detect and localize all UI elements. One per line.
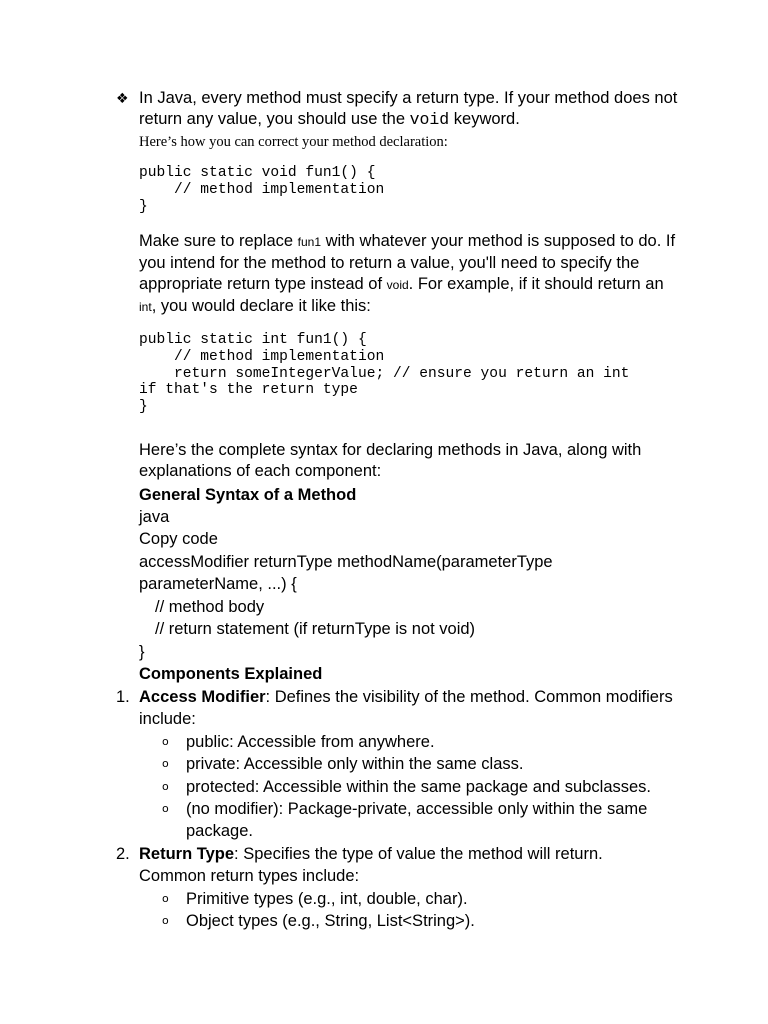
sub-bullet-icon: o (162, 892, 169, 905)
code-language-label: java (139, 508, 170, 526)
intro-text-b: keyword. (449, 110, 520, 128)
sub-item-no-modifier-cont: package. (186, 822, 253, 840)
list-number-2: 2. (116, 845, 130, 863)
intro-text-a: In Java, every method must specify a return type. If your method does not return any value, you should use the (139, 89, 678, 128)
syntax-line-3: // method body (155, 598, 265, 616)
correction-note: Here’s how you can correct your method declaration: (139, 134, 448, 150)
sub-bullet-icon: o (162, 780, 169, 793)
return-type-term: Return Type (139, 845, 235, 863)
list-number-1: 1. (116, 688, 130, 706)
void-keyword: void (409, 110, 450, 129)
syntax-line-4: // return statement (if returnType is not void) (155, 620, 476, 638)
syntax-intro-paragraph: Here’s the complete syntax for declaring methods in Java, along with explanations of each component: (139, 441, 642, 480)
sub-item-primitive-types: Primitive types (e.g., int, double, char). (186, 890, 468, 908)
sub-bullet-icon: o (162, 757, 169, 770)
replace-paragraph (139, 231, 682, 318)
sub-item-private: private: Accessible only within the same class. (186, 755, 524, 773)
syntax-heading: General Syntax of a Method (139, 486, 357, 504)
list-item-return-type (139, 843, 603, 866)
sub-item-public: public: Accessible from anywhere. (186, 733, 435, 751)
syntax-line-2: parameterName, ...) { (139, 575, 297, 593)
copy-code-button[interactable]: Copy code (139, 530, 218, 548)
sub-item-no-modifier: (no modifier): Package-private, accessible only within the same (186, 800, 648, 818)
diamond-bullet-icon: ❖ (116, 91, 129, 107)
access-modifier-term: Access Modifier (139, 688, 266, 706)
sub-bullet-icon: o (162, 802, 169, 815)
replace-text-b: with whatever your method is supposed to do. If you intend for the method to return a value, you'll need to specify the appropriate return type instead of (139, 232, 676, 293)
list-item-access-modifier (139, 686, 673, 709)
void-inline-code: void (386, 278, 409, 292)
components-heading: Components Explained (139, 665, 323, 683)
access-modifier-desc-b: include: (139, 710, 196, 728)
fun1-inline-code: fun1 (297, 235, 322, 249)
replace-text-a: Make sure to replace (139, 232, 298, 250)
intro-paragraph (139, 88, 682, 130)
sub-item-object-types: Object types (e.g., String, List<String>). (186, 912, 475, 930)
sub-bullet-icon: o (162, 914, 169, 927)
return-type-desc-b: Common return types include: (139, 867, 360, 885)
code-block-void: public static void fun1() { // method implementation } (139, 165, 385, 215)
syntax-line-5: } (139, 643, 145, 661)
syntax-line-1: accessModifier returnType methodName(parameterType (139, 553, 553, 571)
sub-item-protected: protected: Accessible within the same package and subclasses. (186, 778, 652, 796)
replace-text-c: . For example, if it should return an (408, 275, 664, 293)
return-type-desc-a: : Specifies the type of value the method will return. (234, 845, 603, 863)
int-inline-code: int (139, 300, 152, 314)
sub-bullet-icon: o (162, 735, 169, 748)
access-modifier-desc-a: : Defines the visibility of the method. Common modifiers (265, 688, 673, 706)
code-block-int: public static int fun1() { // method implementation return someIntegerValue; // ensure you return an int if that's the return type } (139, 332, 630, 416)
replace-text-d: , you would declare it like this: (151, 297, 371, 315)
